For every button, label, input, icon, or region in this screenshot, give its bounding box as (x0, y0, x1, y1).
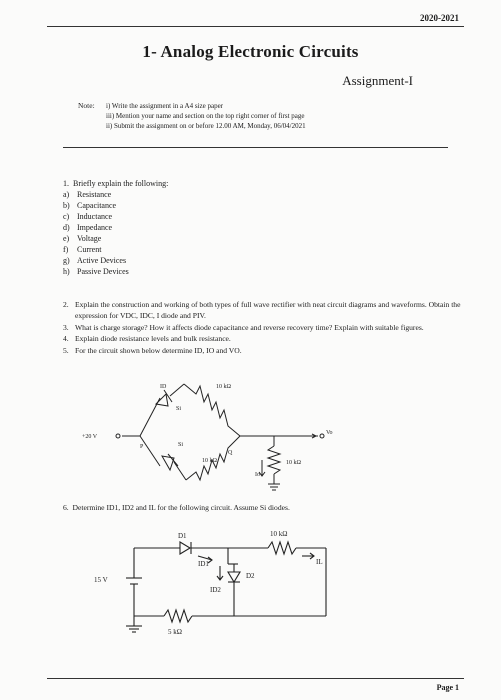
question-4: 4. Explain diode resistance levels and bulk resistance. (63, 334, 231, 344)
current-label: Io (255, 472, 260, 478)
circuit-diagram-2 (88, 522, 348, 642)
source-label: 15 V (94, 576, 108, 584)
list-item: g) Active Devices (63, 256, 127, 265)
header-rule (47, 26, 464, 27)
section-rule (63, 147, 448, 148)
voltage-label: Vo (326, 430, 333, 436)
page-title: 1- Analog Electronic Circuits (142, 42, 359, 61)
resistor-label: 10 kΩ (270, 530, 288, 538)
footer-rule (47, 678, 464, 679)
question-text: Briefly explain the following: (73, 179, 169, 188)
questions-2-5 (63, 300, 463, 358)
current-label: IL (316, 558, 323, 566)
list-item: h) Passive Devices (63, 267, 129, 276)
list-item: d) Impedance (63, 223, 113, 232)
note-label: Note: (78, 101, 95, 110)
diode-label: D1 (178, 532, 187, 540)
question-6: 6. Determine ID1, ID2 and IL for the following circuit. Assume Si diodes. (63, 503, 290, 512)
current-label: ID (160, 384, 167, 390)
node-label: P (140, 444, 144, 450)
circuit-diagram-1 (78, 376, 348, 496)
diode-label: Si (178, 442, 184, 448)
list-item: a) Resistance (63, 190, 112, 199)
resistor-label: 10 kΩ (202, 458, 217, 464)
question-1 (63, 178, 168, 277)
question-number: 1. (63, 179, 69, 188)
resistor-label: 5 kΩ (168, 628, 182, 636)
list-item: f) Current (63, 245, 102, 254)
note-item: i) Write the assignment in a A4 size paper (106, 102, 224, 110)
current-label: ID2 (210, 586, 221, 594)
current-label: ID1 (198, 560, 209, 568)
note-list (106, 101, 306, 131)
resistor-label: 10 kΩ (286, 460, 301, 466)
question-5: 5. For the circuit shown below determine ID, IO and VO. (63, 346, 242, 356)
resistor-label: 10 kΩ (216, 384, 231, 390)
question-3: 3. What is charge storage? How it affects diode capacitance and reverse recovery time? Explain with suitable figures. (63, 322, 424, 332)
academic-year: 2020-2021 (420, 13, 459, 23)
source-label: +20 V (82, 434, 98, 440)
node-label: Q (228, 450, 233, 456)
list-item: e) Voltage (63, 234, 102, 243)
page-number: Page 1 (436, 683, 459, 692)
assignment-subtitle: Assignment-I (342, 73, 413, 88)
diode-label: Si (176, 406, 182, 412)
list-item: c) Inductance (63, 212, 113, 221)
note-item: ii) Submit the assignment on or before 12.00 AM, Monday, 06/04/2021 (106, 122, 306, 130)
question-2: 2. Explain the construction and working of both types of full wave rectifier with neat circuit diagrams and waveforms. Obtain the expression for VDC, IDC, I diode and PIV. (63, 300, 461, 320)
list-item: b) Capacitance (63, 201, 117, 210)
note-item: iii) Mention your name and section on the top right corner of first page (106, 112, 305, 120)
diode-label: D2 (246, 572, 255, 580)
